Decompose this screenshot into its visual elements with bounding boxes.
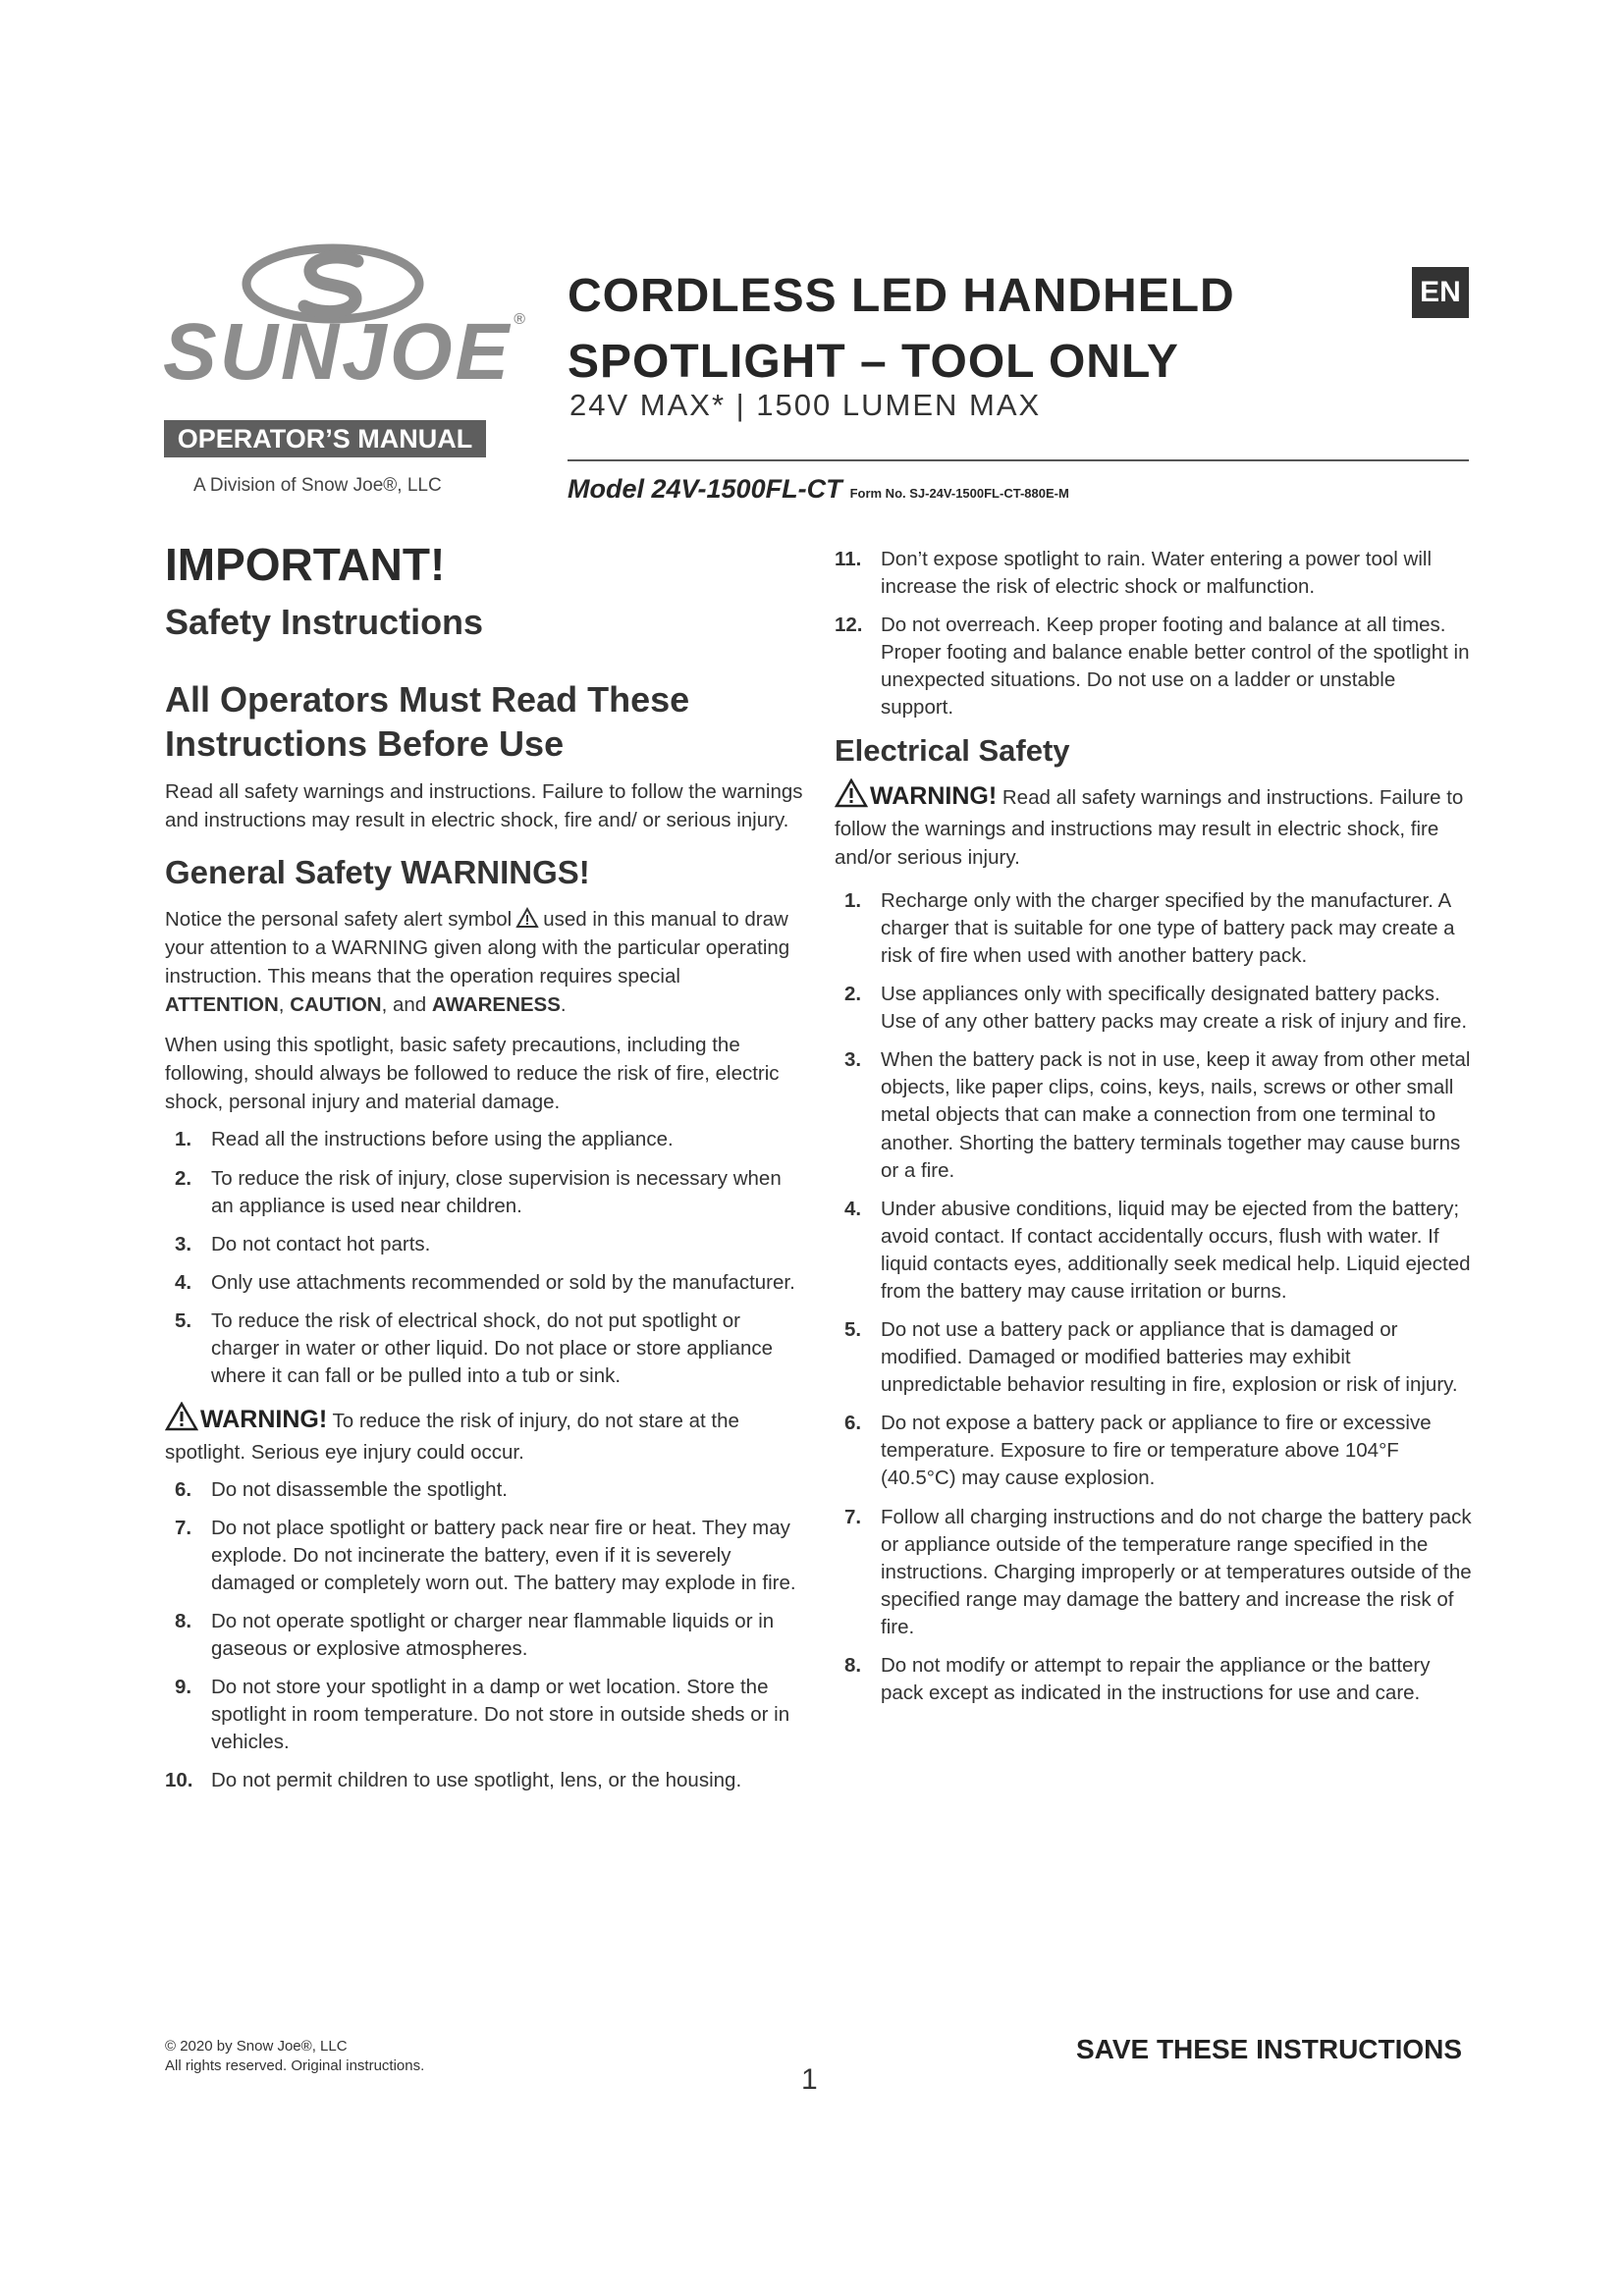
warning-triangle-icon: [165, 1402, 198, 1431]
save-instructions: SAVE THESE INSTRUCTIONS: [1076, 2034, 1463, 2064]
electrical-warning-paragraph: WARNING! Read all safety warnings and instructions. Failure to follow the warnings and instructions may result in electric shock, fire and/or serious injury.: [835, 778, 1473, 872]
list-item: 4. Only use attachments recommended or sold by the manufacturer.: [175, 1270, 795, 1294]
list-item: 9. Do not store your spotlight in a damp or wet location. Store the spotlight in room temperature. Do not store in outside sheds or in vehicles.: [175, 1676, 790, 1754]
form-number: Form No. SJ-24V-1500FL-CT-880E-M: [849, 486, 1069, 501]
subtitle: 24V MAX* | 1500 LUMEN MAX: [569, 388, 1042, 422]
header-divider: [568, 459, 1469, 461]
language-badge: EN: [1412, 267, 1469, 318]
list-item: 7. Do not place spotlight or battery pack near fire or heat. They may explode. Do not incinerate the battery, even if it is severely damaged or completely worn out. The battery may explode in fire.: [175, 1516, 796, 1594]
list-item: 11. Don’t expose spotlight to rain. Water entering a power tool will increase the risk of electric shock or malfunction.: [835, 548, 1432, 599]
list-item: 5. Do not use a battery pack or appliance that is damaged or modified. Damaged or modified batteries may exhibit unpredictable behavior resulting in fire, explosion or risk of injury.: [844, 1318, 1458, 1397]
list-item: 8. Do not operate spotlight or charger near flammable liquids or in gaseous or explosive atmospheres.: [175, 1609, 775, 1661]
list-item: 8. Do not modify or attempt to repair the appliance or the battery pack except as indicated in the instructions for use and care.: [844, 1653, 1431, 1704]
safety-list-a: [165, 1126, 803, 1390]
operators-manual-badge: OPERATOR’S MANUAL: [164, 420, 486, 457]
warning-triangle-icon: [835, 778, 868, 808]
left-column: [165, 538, 803, 1805]
when-using-paragraph: When using this spotlight, basic safety precautions, including the following, should always be followed to reduce the risk of fire, electric shock, personal injury and material damage.: [165, 1034, 780, 1114]
safety-list-c: [835, 546, 1473, 721]
list-item: 1. Recharge only with the charger specified by the manufacturer. A charger that is suitable for one type of battery pack may create a risk of fire when used with another battery pack.: [844, 888, 1455, 968]
important-heading: IMPORTANT!: [165, 539, 446, 590]
list-item: 2. To reduce the risk of injury, close supervision is necessary when an appliance is used near children.: [175, 1166, 782, 1217]
copyright: © 2020 by Snow Joe®, LLC All rights reserved. Original instructions.: [165, 2038, 425, 2075]
notice-paragraph: Notice the personal safety alert symbol used in this manual to draw your attention to a WARNING given along with the particular operating instruction. This means that the operation requires special ATTENTION, CAUTION, and AWARENESS.: [165, 907, 790, 1016]
list-item: 2. Use appliances only with specifically designated battery packs. Use of any other battery packs may create a risk of injury and fire.: [844, 983, 1468, 1034]
general-safety-heading: General Safety WARNINGS!: [165, 854, 590, 891]
list-item: 3. Do not contact hot parts.: [175, 1232, 431, 1255]
list-item: 1. Read all the instructions before using the appliance.: [175, 1128, 674, 1151]
safety-list-d: [835, 887, 1473, 1707]
title-line-2: SPOTLIGHT – TOOL ONLY: [568, 336, 1179, 389]
right-column: [835, 546, 1473, 1718]
list-item: 4. Under abusive conditions, liquid may be ejected from the battery; avoid contact. If contact accidentally occurs, flush with water. If liquid contacts eyes, additionally seek medical help. Liquid ejected from the battery may cause irritation or burns.: [844, 1197, 1471, 1303]
page-title: [568, 263, 1235, 395]
safety-list-b: [165, 1476, 803, 1795]
intro-paragraph: Read all safety warnings and instructions. Failure to follow the warnings and instructions may result in electric shock, fire and/ or serious injury.: [165, 780, 803, 832]
brand-name: SUNJOE ®: [163, 307, 529, 397]
list-item: 5. To reduce the risk of electrical shock, do not put spotlight or charger in water or other liquid. Do not place or store appliance where it can fall or be pulled into a tub or sink.: [175, 1308, 774, 1387]
title-line-1: CORDLESS LED HANDHELD: [568, 270, 1235, 322]
all-operators-heading: All Operators Must Read These Instructions Before Use: [165, 679, 690, 765]
list-item: 3. When the battery pack is not in use, keep it away from other metal objects, like paper clips, coins, keys, nails, screws or other small metal objects that can make a connection from one terminal to another. Shorting the battery terminals together may cause burns or a fire.: [844, 1048, 1471, 1182]
list-item: 6. Do not disassemble the spotlight.: [175, 1477, 508, 1501]
list-item: 7. Follow all charging instructions and do not charge the battery pack or appliance outside of the temperature range specified in the instructions. Charging improperly or at temperatures outside of the specified range may damage the battery and increase the risk of fire.: [844, 1505, 1472, 1638]
model-number: Model 24V-1500FL-CT Form No. SJ-24V-1500FL-CT-880E-M: [568, 474, 1069, 504]
electrical-safety-heading: Electrical Safety: [835, 733, 1070, 769]
list-item: 12. Do not overreach. Keep proper footing and balance at all times. Proper footing and balance enable better control of the spotlight in unexpected situations. Do not use on a ladder or unstable support.: [835, 614, 1470, 720]
warning-triangle-icon: [515, 907, 539, 929]
list-item: 6. Do not expose a battery pack or appliance to fire or excessive temperature. Exposure to fire or temperature above 104°F (40.5°C) may cause explosion.: [844, 1412, 1432, 1490]
safety-instructions-heading: Safety Instructions: [165, 602, 484, 643]
list-item: 10. Do not permit children to use spotlight, lens, or the housing.: [165, 1769, 742, 1792]
page-number: 1: [801, 2063, 818, 2096]
warning-paragraph: WARNING! To reduce the risk of injury, do not stare at the spotlight. Serious eye injury could occur.: [165, 1402, 803, 1467]
division-text: A Division of Snow Joe®, LLC: [193, 475, 442, 496]
